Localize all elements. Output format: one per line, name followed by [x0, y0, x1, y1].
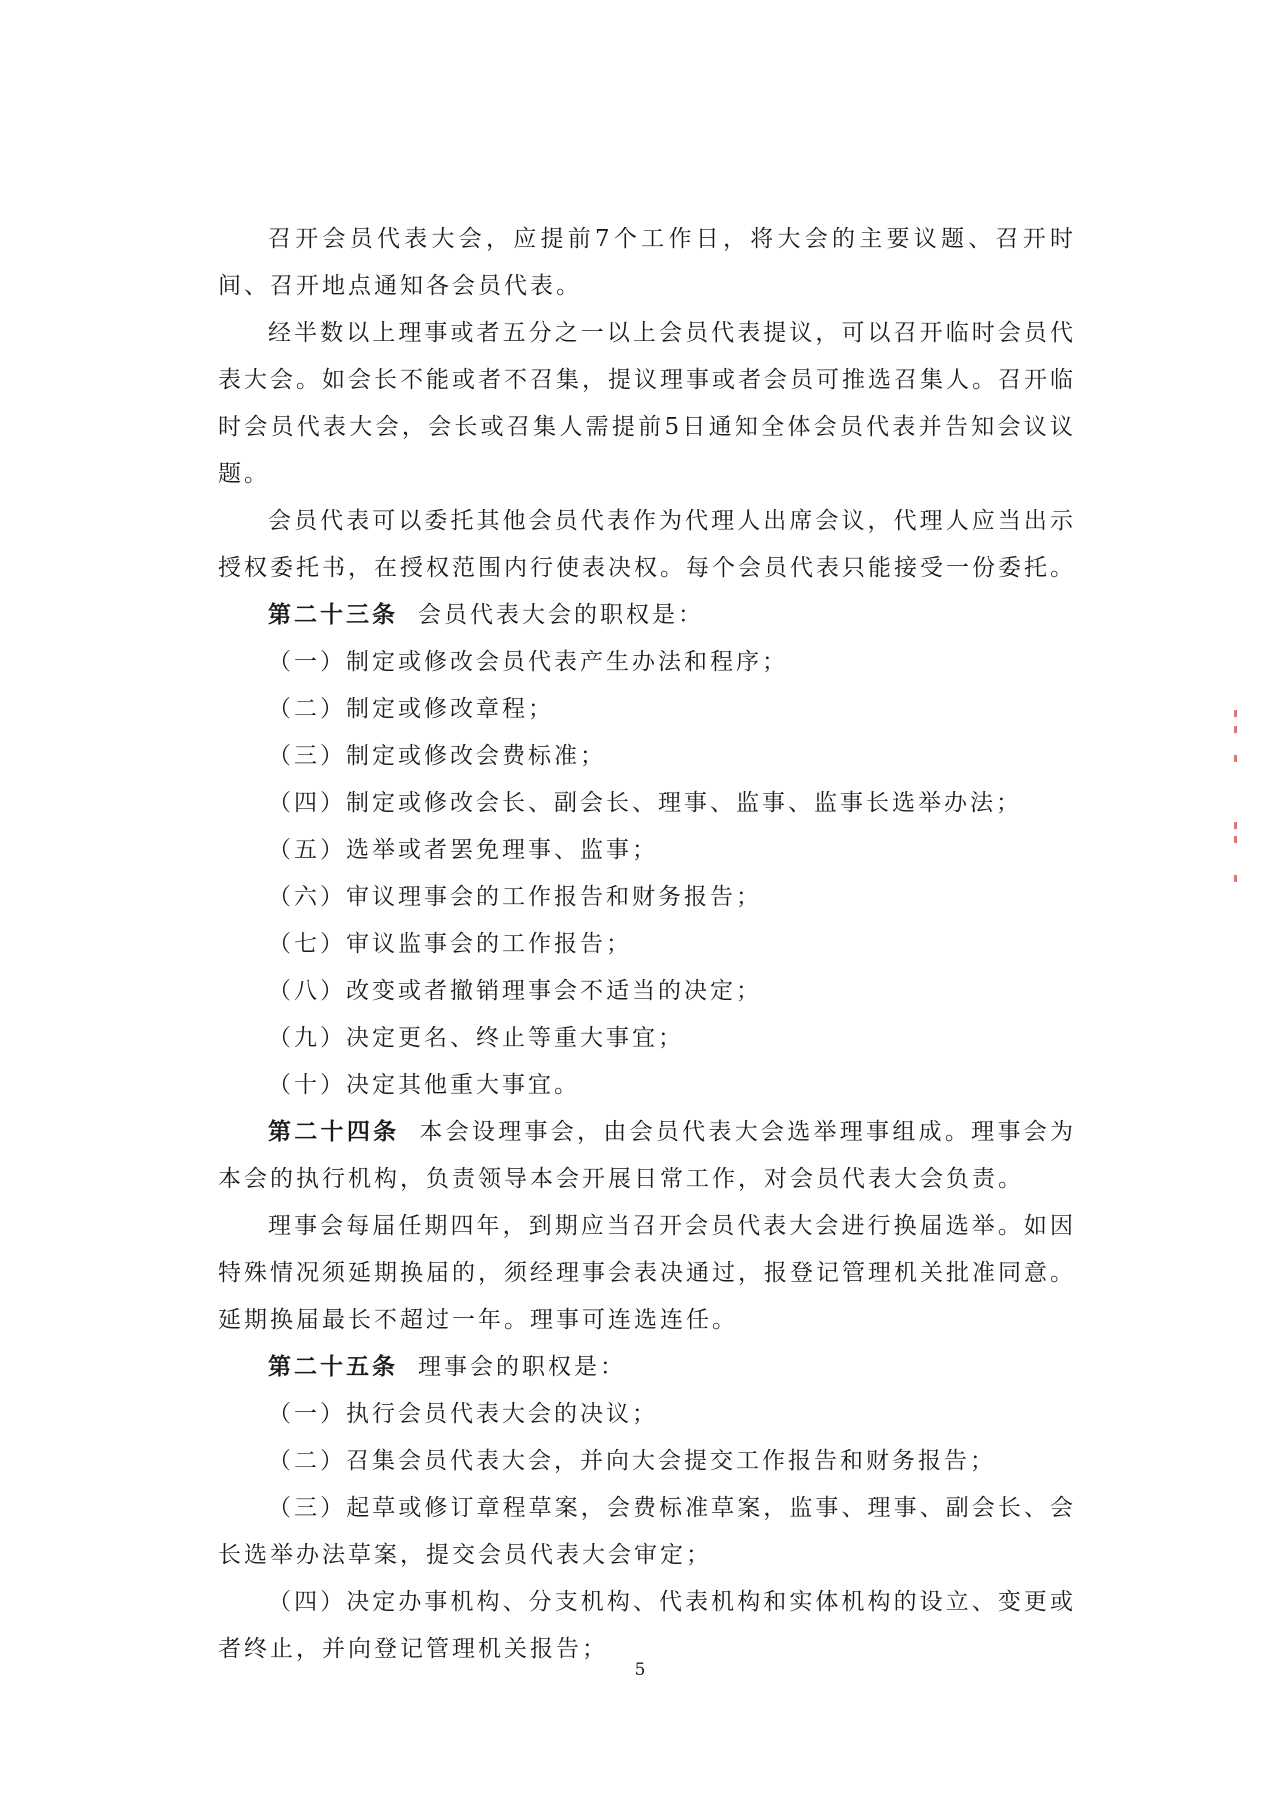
- list-item: （九）决定更名、终止等重大事宜；: [268, 1025, 684, 1051]
- list-item: （三）制定或修改会费标准；: [268, 743, 606, 769]
- list-item: （二）召集会员代表大会，并向大会提交工作报告和财务报告；: [268, 1448, 996, 1474]
- list-item: （四）决定办事机构、分支机构、代表机构和实体机构的设立、变更或者终止，并向登记管理机关报告；: [218, 1589, 1076, 1662]
- article-text: 理事会的职权是：: [418, 1354, 626, 1380]
- article-number: 第二十五条: [268, 1354, 398, 1380]
- red-mark: [1234, 836, 1237, 843]
- list-item: （十）决定其他重大事宜。: [268, 1072, 580, 1098]
- paragraph: 理事会每届任期四年，到期应当召开会员代表大会进行换届选举。如因特殊情况须延期换届的，须经理事会表决通过，报登记管理机关批准同意。延期换届最长不超过一年。理事可连选连任。: [218, 1213, 1076, 1333]
- list-item: （三）起草或修订章程草案，会费标准草案，监事、理事、副会长、会长选举办法草案，提交会员代表大会审定；: [218, 1495, 1076, 1568]
- document-body: [218, 216, 1076, 1673]
- red-mark: [1234, 710, 1237, 717]
- binding-marks: [1234, 710, 1240, 890]
- list-item: （二）制定或修改章程；: [268, 696, 554, 722]
- article-paragraph: [218, 1344, 1076, 1391]
- paragraph: 经半数以上理事或者五分之一以上会员代表提议，可以召开临时会员代表大会。如会长不能或者不召集，提议理事或者会员可推选召集人。召开临时会员代表大会，会长或召集人需提前5日通知全体会员代表并告知会议议题。: [218, 320, 1076, 487]
- list-item: （一）制定或修改会员代表产生办法和程序；: [268, 649, 788, 675]
- article-text: 本会设理事会，由会员代表大会选举理事组成。理事会为本会的执行机构，负责领导本会开展日常工作，对会员代表大会负责。: [218, 1119, 1077, 1192]
- red-mark: [1234, 822, 1237, 829]
- red-mark: [1234, 726, 1237, 733]
- article-text: 会员代表大会的职权是：: [418, 602, 704, 628]
- list-item: （四）制定或修改会长、副会长、理事、监事、监事长选举办法；: [268, 790, 1022, 816]
- paragraph: 会员代表可以委托其他会员代表作为代理人出席会议，代理人应当出示授权委托书，在授权范围内行使表决权。每个会员代表只能接受一份委托。: [218, 508, 1076, 581]
- list-item: （七）审议监事会的工作报告；: [268, 931, 632, 957]
- list-item: （五）选举或者罢免理事、监事；: [268, 837, 658, 863]
- paragraph: 召开会员代表大会，应提前7个工作日，将大会的主要议题、召开时间、召开地点通知各会员代表。: [218, 226, 1076, 299]
- red-mark: [1234, 755, 1237, 762]
- list-item: （八）改变或者撤销理事会不适当的决定；: [268, 978, 762, 1004]
- list-item: （六）审议理事会的工作报告和财务报告；: [268, 884, 762, 910]
- list-item: （一）执行会员代表大会的决议；: [268, 1401, 658, 1427]
- red-mark: [1234, 875, 1237, 882]
- article-number: 第二十三条: [268, 602, 398, 628]
- article-paragraph: [218, 592, 1076, 639]
- article-number: 第二十四条: [268, 1119, 400, 1145]
- page-number: 5: [634, 1660, 646, 1680]
- article-paragraph: [218, 1109, 1076, 1203]
